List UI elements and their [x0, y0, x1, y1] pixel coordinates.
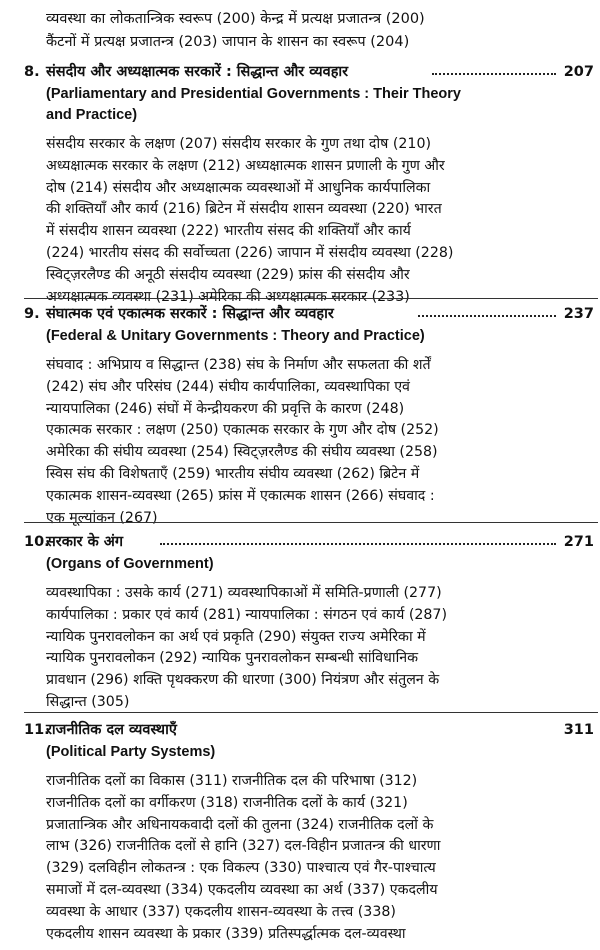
- text-line: लाभ (326) राजनीतिक दलों से हानि (327) दल-विहीन प्रजातन्त्र की धारणा: [46, 838, 441, 855]
- chapter-number: 10.: [24, 534, 50, 550]
- chapter-english-title: [46, 554, 586, 575]
- chapter-heading: [0, 530, 600, 554]
- text-line: अध्यक्षात्मक व्यवस्था (231) अमेरिका की अध्यक्षात्मक सरकार (233): [46, 288, 410, 305]
- chapter-page-number: 237: [563, 306, 594, 322]
- text-line: एकात्मक सरकार : लक्षण (250) एकात्मक सरकार के गुण और दोष (252): [46, 422, 439, 439]
- chapter-number: 9.: [24, 306, 40, 322]
- chapter-english-title: [46, 84, 586, 126]
- dot-leader: [432, 73, 556, 75]
- text-line: (242) संघ और परिसंघ (244) संघीय कार्यपालिका, व्यवस्थापिका एवं: [46, 378, 410, 395]
- text-line: स्विस संघ की विशेषताएँ (259) भारतीय संघीय व्यवस्था (262) ब्रिटेन में: [46, 465, 420, 482]
- text-line: व्यवस्था के आधार (337) एकदलीय शासन-व्यवस्था के तत्त्व (338): [46, 903, 396, 920]
- chapter-english-title: [46, 326, 586, 347]
- english-title-line: (Federal & Unitary Governments : Theory and Practice): [46, 328, 425, 344]
- english-title-line: and Practice): [46, 107, 138, 123]
- text-line: एकात्मक शासन-व्यवस्था (265) फ्रांस में एकात्मक शासन (266) संघवाद :: [46, 487, 435, 504]
- chapter-number: 11.: [24, 722, 50, 738]
- chapter-8: [0, 60, 600, 308]
- text-line: न्यायपालिका (246) संघों में केन्द्रीयकरण की प्रवृत्ति के कारण (248): [46, 400, 405, 417]
- chapter-contents: [46, 771, 586, 945]
- text-line: राजनीतिक दलों का वर्गीकरण (318) राजनीतिक दलों के कार्य (321): [46, 794, 408, 811]
- chapter-title: राजनीतिक दल व्यवस्थाएँ: [46, 722, 177, 738]
- chapter-page-number: 311: [563, 722, 594, 738]
- english-title-line: (Organs of Government): [46, 556, 214, 572]
- chapter-number: 8.: [24, 64, 40, 80]
- text-line: स्विट्ज़रलैण्ड की अनूठी संसदीय व्यवस्था (229) फ्रांस की संसदीय और: [46, 266, 410, 283]
- chapter-title: संसदीय और अध्यक्षात्मक सरकारें : सिद्धान्त और व्यवहार: [46, 64, 349, 80]
- text-line: समाजों में दल-व्यवस्था (334) एकदलीय व्यवस्था का अर्थ (337) एकदलीय: [46, 881, 438, 898]
- text-line: की शक्तियाँ और कार्य (216) ब्रिटेन में संसदीय शासन व्यवस्था (220) भारत: [46, 201, 442, 218]
- chapter-10: [0, 530, 600, 714]
- chapter-english-title: [46, 742, 586, 763]
- text-line: व्यवस्थापिका : उसके कार्य (271) व्यवस्थापिकाओं में समिति-प्रणाली (277): [46, 585, 442, 601]
- text-line: अमेरिका की संघीय व्यवस्था (254) स्विट्ज़रलैण्ड की संघीय व्यवस्था (258): [46, 444, 438, 461]
- text-line: व्यवस्था का लोकतान्त्रिक स्वरूप (200) केन्द्र में प्रत्यक्ष प्रजातन्त्र (200): [46, 11, 425, 27]
- chapter-contents: [46, 355, 586, 529]
- chapter-9: [0, 302, 600, 529]
- dot-leader: [418, 315, 556, 317]
- text-line: संसदीय सरकार के लक्षण (207) संसदीय सरकार के गुण तथा दोष (210): [46, 136, 432, 152]
- english-title-line: (Parliamentary and Presidential Governments : Their Theory: [46, 86, 461, 102]
- text-line: एक मूल्यांकन (267): [46, 509, 158, 526]
- chapter-heading: [0, 302, 600, 326]
- chapter-heading: [0, 718, 600, 742]
- chapter-page-number: 271: [563, 534, 594, 550]
- dot-leader: [160, 543, 556, 545]
- chapter-page-number: 207: [563, 64, 594, 80]
- text-line: न्यायिक पुनरावलोकन का अर्थ एवं प्रकृति (290) संयुक्त राज्य अमेरिका में: [46, 628, 426, 645]
- section-divider: [24, 712, 598, 713]
- text-line: अध्यक्षात्मक सरकार के लक्षण (212) अध्यक्षात्मक शासन प्रणाली के गुण और: [46, 157, 445, 174]
- text-line: दोष (214) संसदीय और अध्यक्षात्मक व्यवस्थाओं में आधुनिक कार्यपालिका: [46, 179, 431, 196]
- chapter-title: सरकार के अंग: [46, 534, 124, 550]
- chapter-title: संघात्मक एवं एकात्मक सरकारें : सिद्धान्त और व्यवहार: [46, 306, 334, 322]
- text-line: कार्यपालिका : प्रकार एवं कार्य (281) न्यायपालिका : संगठन एवं कार्य (287): [46, 606, 447, 623]
- text-line: (224) भारतीय संसद की सर्वोच्चता (226) जापान में संसदीय व्यवस्था (228): [46, 244, 454, 261]
- text-line: एकदलीय शासन व्यवस्था के प्रकार (339) प्रतिस्पर्द्धात्मक दल-व्यवस्था: [46, 925, 406, 942]
- text-line: संघवाद : अभिप्राय व सिद्धान्त (238) संघ के निर्माण और सफलता की शर्तें: [46, 357, 431, 373]
- chapter-contents: [46, 134, 586, 308]
- text-line: प्रजातान्त्रिक और अधिनायकवादी दलों की तुलना (324) राजनीतिक दलों के: [46, 816, 434, 833]
- section-divider: [24, 298, 598, 299]
- english-title-line: (Political Party Systems): [46, 744, 216, 760]
- text-line: में संसदीय शासन व्यवस्था (222) भारतीय संसद की शक्तियाँ और कार्य: [46, 223, 411, 240]
- chapter-heading: [0, 60, 600, 84]
- chapter-contents: [46, 583, 586, 714]
- text-line: (329) दलविहीन लोकतन्त्र : एक विकल्प (330) पाश्चात्य एवं गैर-पाश्चात्य: [46, 860, 436, 877]
- continued-text: [46, 8, 586, 54]
- text-line: सिद्धान्त (305): [46, 693, 130, 710]
- text-line: न्यायिक पुनरावलोकन (292) न्यायिक पुनरावलोकन सम्बन्धी सांविधानिक: [46, 650, 419, 667]
- text-line: प्रावधान (296) शक्ति पृथक्करण की धारणा (300) नियंत्रण और संतुलन के: [46, 672, 440, 689]
- text-line: राजनीतिक दलों का विकास (311) राजनीतिक दल की परिभाषा (312): [46, 773, 418, 789]
- chapter-11: [0, 718, 600, 945]
- text-line: कैंटनों में प्रत्यक्ष प्रजातन्त्र (203) जापान के शासन का स्वरूप (204): [46, 34, 410, 50]
- section-divider: [24, 522, 598, 523]
